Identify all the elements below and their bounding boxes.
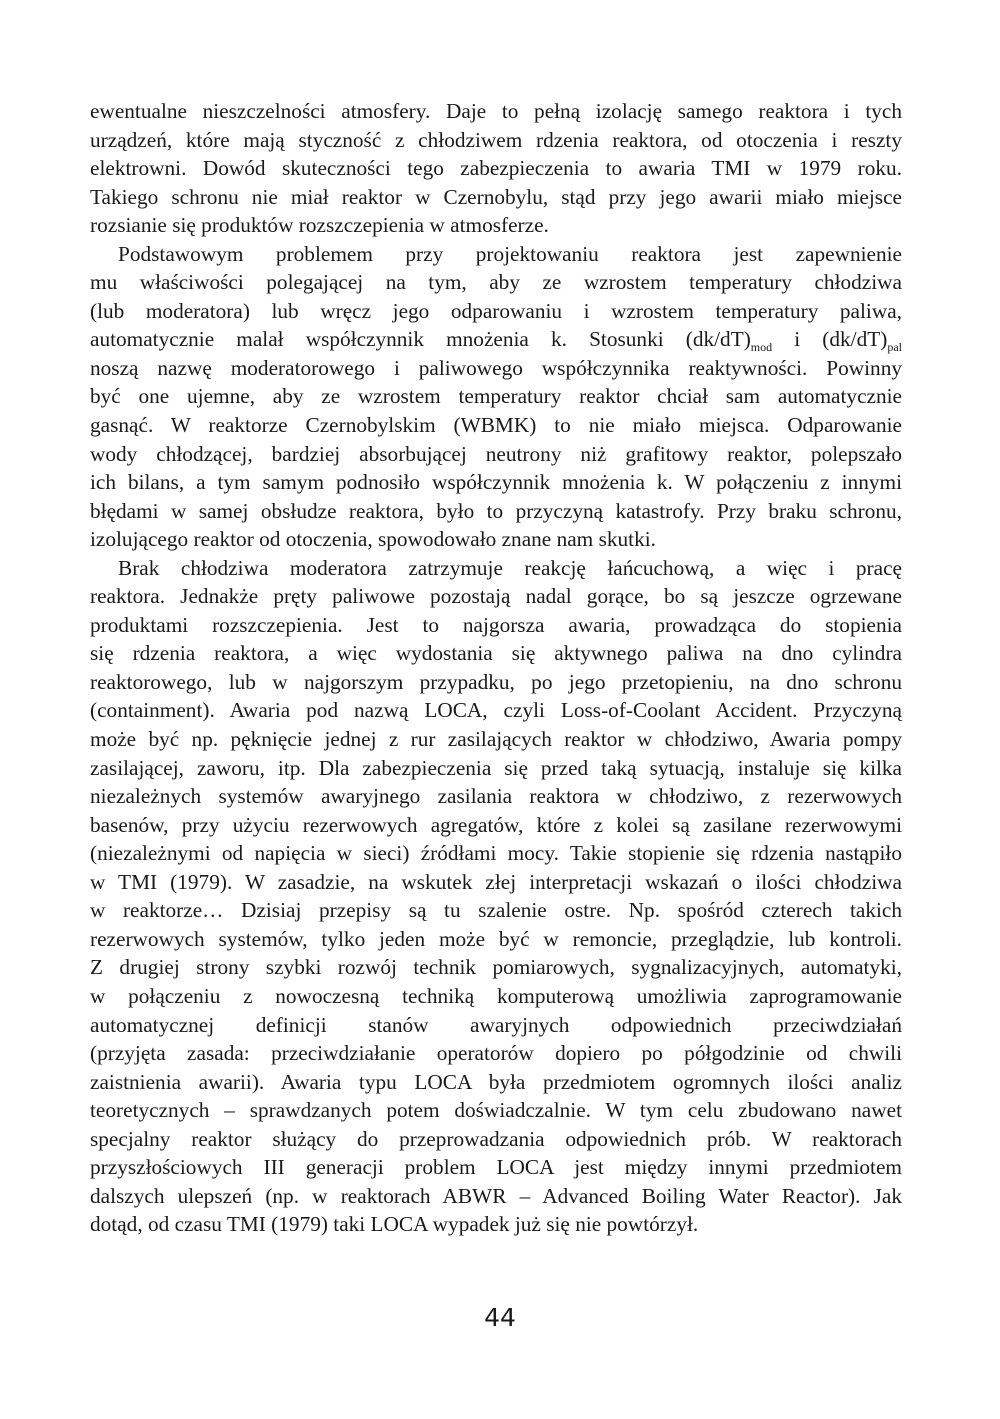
text-line: być one ujemne, aby ze wzrostem temperatury reaktor chciał sam automatycznie <box>90 384 902 409</box>
text-line: teoretycznych – sprawdzanych potem doświadczalnie. W tym celu zbudowano nawet <box>90 1098 902 1123</box>
text-line: zasilającej, zaworu, itp. Dla zabezpieczenia się przed taką sytuacją, instaluje się kilka <box>90 755 902 780</box>
text-line: może być np. pęknięcie jednej z rur zasilających reaktor w chłodziwo, Awaria pompy <box>90 727 902 752</box>
text-line: Z drugiej strony szybki rozwój technik pomiarowych, sygnalizacyjnych, automatyki, <box>90 955 902 980</box>
text-line: dotąd, od czasu TMI (1979) taki LOCA wypadek już się nie powtórzył. <box>90 1212 699 1237</box>
text-line: gasnąć. W reaktorze Czernobylskim (WBMK) to nie miało miejsca. Odparowanie <box>90 413 902 438</box>
text-line: rezerwowych systemów, tylko jeden może być w remoncie, przeglądzie, lub kontroli. <box>90 926 902 951</box>
page-number: 44 <box>484 1303 516 1332</box>
text-line: ich bilans, a tym samym podnosiło współczynnik mnożenia k. W połączeniu z innymi <box>90 470 902 495</box>
text-line: reaktora. Jednakże pręty paliwowe pozostają nadal gorące, bo są jeszcze ogrzewane <box>90 584 902 609</box>
text-line: urządzeń, które mają styczność z chłodziwem rdzenia reaktora, od otoczenia i reszty <box>90 127 902 152</box>
paragraph <box>90 554 902 1239</box>
text-line: przyszłościowych III generacji problem LOCA jest między innymi przedmiotem <box>90 1155 902 1180</box>
text-line: rozsianie się produktów rozszczepienia w atmosferze. <box>90 213 549 238</box>
text-line: automatycznej definicji stanów awaryjnych odpowiednich przeciwdziałań <box>90 1012 902 1037</box>
text-line: w TMI (1979). W zasadzie, na wskutek złej interpretacji wskazań o ilości chłodziwa <box>90 869 902 894</box>
text-line: w reaktorze… Dzisiaj przepisy są tu szalenie ostre. Np. spośród czterech takich <box>90 898 902 923</box>
text-line: zaistnienia awarii). Awaria typu LOCA była przedmiotem ogromnych ilości analiz <box>90 1069 902 1094</box>
text-line: Takiego schronu nie miał reaktor w Czernobylu, stąd przy jego awarii miało miejsce <box>90 184 902 209</box>
text-line: błędami w samej obsłudze reaktora, było to przyczyną katastrofy. Przy braku schronu, <box>90 498 902 523</box>
text-line: basenów, przy użyciu rezerwowych agregatów, które z kolei są zasilane rezerwowymi <box>90 812 902 837</box>
text-line: (lub moderatora) lub wręcz jego odparowaniu i wzrostem temperatury paliwa, <box>90 298 902 323</box>
text-segment: i (dk/dT) <box>772 327 888 352</box>
text-line: w połączeniu z nowoczesną techniką komputerową umożliwia zaprogramowanie <box>90 983 902 1008</box>
text-line: izolującego reaktor od otoczenia, spowodowało znane nam skutki. <box>90 527 656 552</box>
subscript-pal: pal <box>887 340 902 355</box>
text-line: się rdzenia reaktora, a więc wydostania się aktywnego paliwa na dno cylindra <box>90 641 902 666</box>
text-line: niezależnych systemów awaryjnego zasilania reaktora w chłodziwo, z rezerwowych <box>90 784 902 809</box>
text-line: elektrowni. Dowód skuteczności tego zabezpieczenia to awaria TMI w 1979 roku. <box>90 156 902 181</box>
paragraph <box>90 97 902 240</box>
text-line: wody chłodzącej, bardziej absorbującej neutrony niż grafitowy reaktor, polepszało <box>90 441 902 466</box>
page-body <box>90 97 902 1239</box>
text-line: specjalny reaktor służący do przeprowadzania odpowiednich prób. W reaktorach <box>90 1126 902 1151</box>
text-line: (przyjęta zasada: przeciwdziałanie operatorów dopiero po półgodzinie od chwili <box>90 1041 902 1066</box>
text-line: mu właściwości polegającej na tym, aby ze wzrostem temperatury chłodziwa <box>90 270 902 295</box>
text-line: produktami rozszczepienia. Jest to najgorsza awaria, prowadząca do stopienia <box>90 612 902 637</box>
text-line: dalszych ulepszeń (np. w reaktorach ABWR – Advanced Boiling Water Reactor). Jak <box>90 1183 902 1208</box>
text-line: (containment). Awaria pod nazwą LOCA, czyli Loss-of-Coolant Accident. Przyczyną <box>90 698 902 723</box>
text-line: ewentualne nieszczelności atmosfery. Daje to pełną izolację samego reaktora i tych <box>90 99 902 123</box>
text-line: Brak chłodziwa moderatora zatrzymuje reakcję łańcuchową, a więc i pracę <box>118 555 902 580</box>
text-line: reaktorowego, lub w najgorszym przypadku, po jego przetopieniu, na dno schronu <box>90 669 902 694</box>
text-line: Podstawowym problemem przy projektowaniu reaktora jest zapewnienie <box>118 241 902 266</box>
paragraph <box>90 240 902 554</box>
text-line-with-subscripts <box>90 325 902 354</box>
text-segment: automatycznie malał współczynnik mnożenia k. Stosunki (dk/dT) <box>90 327 751 352</box>
text-line: noszą nazwę moderatorowego i paliwowego współczynnika reaktywności. Powinny <box>90 355 902 380</box>
subscript-mod: mod <box>750 340 773 355</box>
text-line: (niezależnymi od napięcia w sieci) źródłami mocy. Takie stopienie się rdzenia nastąpiło <box>90 841 902 866</box>
